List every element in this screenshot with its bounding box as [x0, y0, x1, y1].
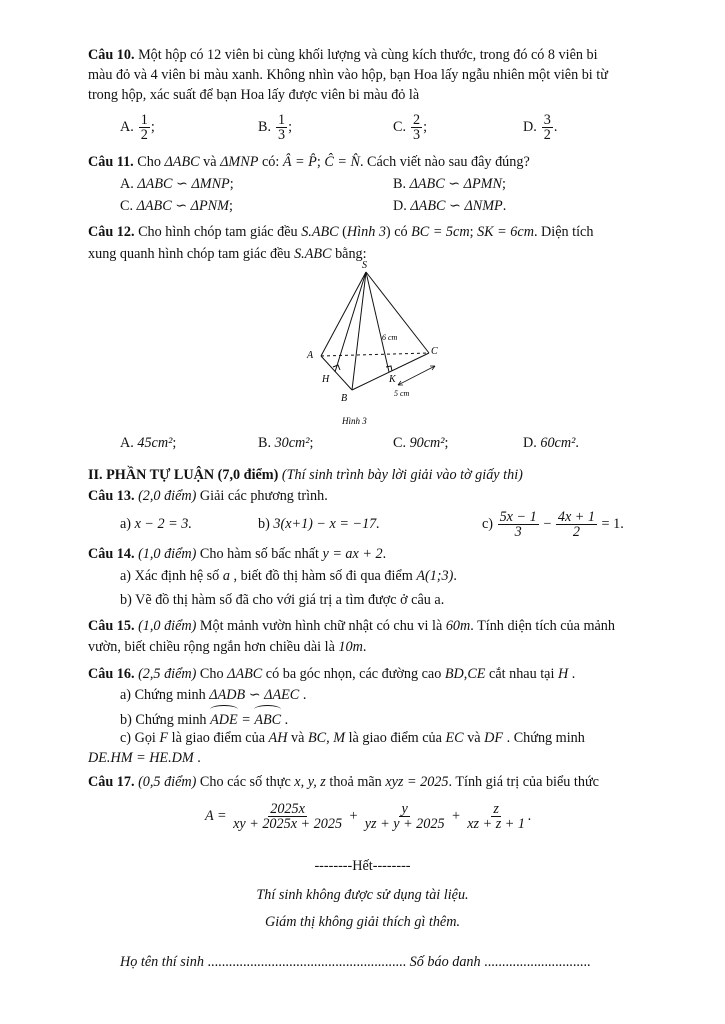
q14-b: b) Vẽ đồ thị hàm số đã cho với giá trị a tìm được ở câu a.	[120, 592, 445, 608]
label-b: B	[341, 393, 348, 404]
q12-option-d: D. 60cm².	[523, 435, 579, 451]
q12-line2: xung quanh hình chóp tam giác đều S.ABC bằng:	[88, 246, 367, 262]
q12-line1: Câu 12. Cho hình chóp tam giác đều S.ABC (Hình 3) có BC = 5cm; SK = 6cm. Diện tích	[88, 224, 594, 240]
q10-line3: trong hộp, xác suất để bạn Hoa lấy được viên bi màu đỏ là	[88, 87, 420, 103]
q13-line: Câu 13. (2,0 điểm) Giải các phương trình.	[88, 488, 328, 504]
q11-option-a: A. ΔABC ∽ ΔMNP;	[120, 176, 234, 192]
exam-page: Câu 10. Một hộp có 12 viên bi cùng khối lượng và cùng kích thước, trong đó có 8 viên bi màu đỏ và 4 viên bi màu xanh. Không nhìn vào hộp, bạn Hoa lấy ngẫu nhiên một viên bi từ trong hộp, xác suất để bạn Hoa lấy được viên bi màu đỏ là A. 1 2 ; B. 1 3 ; C. 2 3 ; D. 3 2 . Câu 11. Cho ΔABC và ΔMNP có: Â = P̂; Ĉ = N̂. Cách viết nào sau đây đúng? A. ΔABC ∽ ΔMNP; B. ΔABC ∽ ΔPMN; C. ΔABC ∽ ΔPNM; D. ΔABC ∽ ΔNMP. Câu 12. Cho hình chóp tam giác đều S.ABC (Hình 3) có BC = 5cm; SK = 6cm. Diện tích xung quanh hình chóp tam giác đều S.ABC bằng: S A C H K B 6 cm 5 cm Hình 3 A. 45cm²; B. 30cm²; C. 90cm²; D. 60cm². II. PHẦN TỰ LUẬN (7,0 điểm) (Thí sinh trình bày lời giải vào tờ giấy thi) Câu 13. (2,0 điểm) Giải các phương trình. a) x − 2 = 3. b) 3(x+1) − x = −17. c) 5x − 1 3 − $\frac{4x + 1}{2}$ = 1. Câu 14. (1,0 điểm) Cho hàm số bấc nhất y = ax + 2. a) Xác định hệ số a , biết đồ thị hàm số đi qua điểm A(1;3). b) Vẽ đồ thị hàm số đã cho với giá trị a tìm được ở câu a. Câu 15. (1,0 điểm) Một mảnh vườn hình chữ nhật có chu vi là 60m. Tính diện tích của mảnh vườn, biết chiều rộng ngắn hơn chiều dài là 10m. Câu 16. (2,5 điểm) Cho ΔABC có ba góc nhọn, các đường cao BD,CE cắt nhau tại H . a) Chứng minh ΔADB ∽ ΔAEC . b) Chứng minh ADE = ABC . c) Gọi F là giao điểm của AH và BC, M là giao điểm của EC và DF . Chứng minh DE.HM = HE.DM . Câu 17. (0,5 điểm) Cho các số thực x, y, z thoả mãn xyz = 2025. Tính giá trị của biểu thức A = $\frac{2025x}{xy + 2025x + 2025}$ + $\frac{y}{yz + y + 2025}$ + $\frac{z}{xz + z + 1}$ . --------Hết-------- Thí sinh không được sử dụng tài liệu. Giám thị không giải thích gì thêm. Họ tên thí sinh ........................................................ Số báo danh ..............................	[0, 0, 725, 1024]
note-no-materials: Thí sinh không được sử dụng tài liệu.	[256, 887, 469, 903]
part2-heading: II. PHẦN TỰ LUẬN (7,0 điểm) (Thí sinh trình bày lời giải vào tờ giấy thi)	[88, 467, 523, 483]
end-mark: --------Hết--------	[314, 858, 411, 874]
q12-option-c: C. 90cm²;	[393, 435, 449, 451]
q11-option-c: C. ΔABC ∽ ΔPNM;	[120, 198, 233, 214]
q11-option-b: B. ΔABC ∽ ΔPMN;	[393, 176, 506, 192]
label-h: H	[322, 374, 330, 385]
q12-option-b: B. 30cm²;	[258, 435, 314, 451]
q15-line2: vườn, biết chiều rộng ngắn hơn chiều dài là 10m.	[88, 639, 367, 655]
q17-line: Câu 17. (0,5 điểm) Cho các số thực x, y, z thoả mãn xyz = 2025. Tính giá trị của biểu thức	[88, 774, 599, 790]
q16-a: a) Chứng minh ΔADB ∽ ΔAEC .	[120, 687, 307, 703]
q14-line: Câu 14. (1,0 điểm) Cho hàm số bấc nhất y = ax + 2.	[88, 546, 387, 562]
q16-c: c) Gọi F là giao điểm của AH và BC, M là giao điểm của EC và DF . Chứng minh	[120, 730, 585, 746]
q10-option-b: B. 1 3 ;	[258, 111, 293, 143]
figure-caption: Hình 3	[342, 416, 367, 426]
q11-option-d: D. ΔABC ∽ ΔNMP.	[393, 198, 507, 214]
q10-line1: Câu 10. Một hộp có 12 viên bi cùng khối lượng và cùng kích thước, trong đó có 8 viên bi	[88, 47, 598, 63]
q14-a: a) Xác định hệ số a , biết đồ thị hàm số đi qua điểm A(1;3).	[120, 568, 457, 584]
q16-b: b) Chứng minh ADE = ABC .	[120, 708, 288, 730]
label-bc-length: 5 cm	[394, 389, 410, 398]
q10-line2: màu đỏ và 4 viên bi màu xanh. Không nhìn vào hộp, bạn Hoa lấy ngẫu nhiên một viên bi từ	[88, 67, 608, 83]
q16-c-last: DE.HM = HE.DM .	[88, 750, 201, 766]
q15-line1: Câu 15. (1,0 điểm) Một mảnh vườn hình chữ nhật có chu vi là 60m. Tính diện tích của mảnh	[88, 618, 615, 634]
q11-line: Câu 11. Cho ΔABC và ΔMNP có: Â = P̂; Ĉ = N̂. Cách viết nào sau đây đúng?	[88, 154, 530, 170]
pyramid-figure	[290, 258, 460, 430]
label-c: C	[431, 346, 438, 357]
q10-option-d: D. 3 2 .	[523, 111, 558, 143]
q13-a: a) x − 2 = 3.	[120, 516, 192, 532]
q10-option-c: C. 2 3 ;	[393, 111, 428, 143]
q12-option-a: A. 45cm²;	[120, 435, 177, 451]
q13-b: b) 3(x+1) − x = −17.	[258, 516, 380, 532]
label-sk-length: 6 cm	[382, 333, 398, 342]
q10-option-a: A. 1 2 ;	[120, 111, 155, 143]
label-s: S	[362, 260, 367, 271]
q16-line: Câu 16. (2,5 điểm) Cho ΔABC có ba góc nhọn, các đường cao BD,CE cắt nhau tại H .	[88, 666, 576, 682]
candidate-info-line: Họ tên thí sinh ........................................................ Số báo danh ..............................	[120, 954, 591, 970]
label-k: K	[389, 374, 396, 385]
note-no-explanation: Giám thị không giải thích gì thêm.	[264, 914, 461, 930]
label-a: A	[307, 350, 314, 361]
